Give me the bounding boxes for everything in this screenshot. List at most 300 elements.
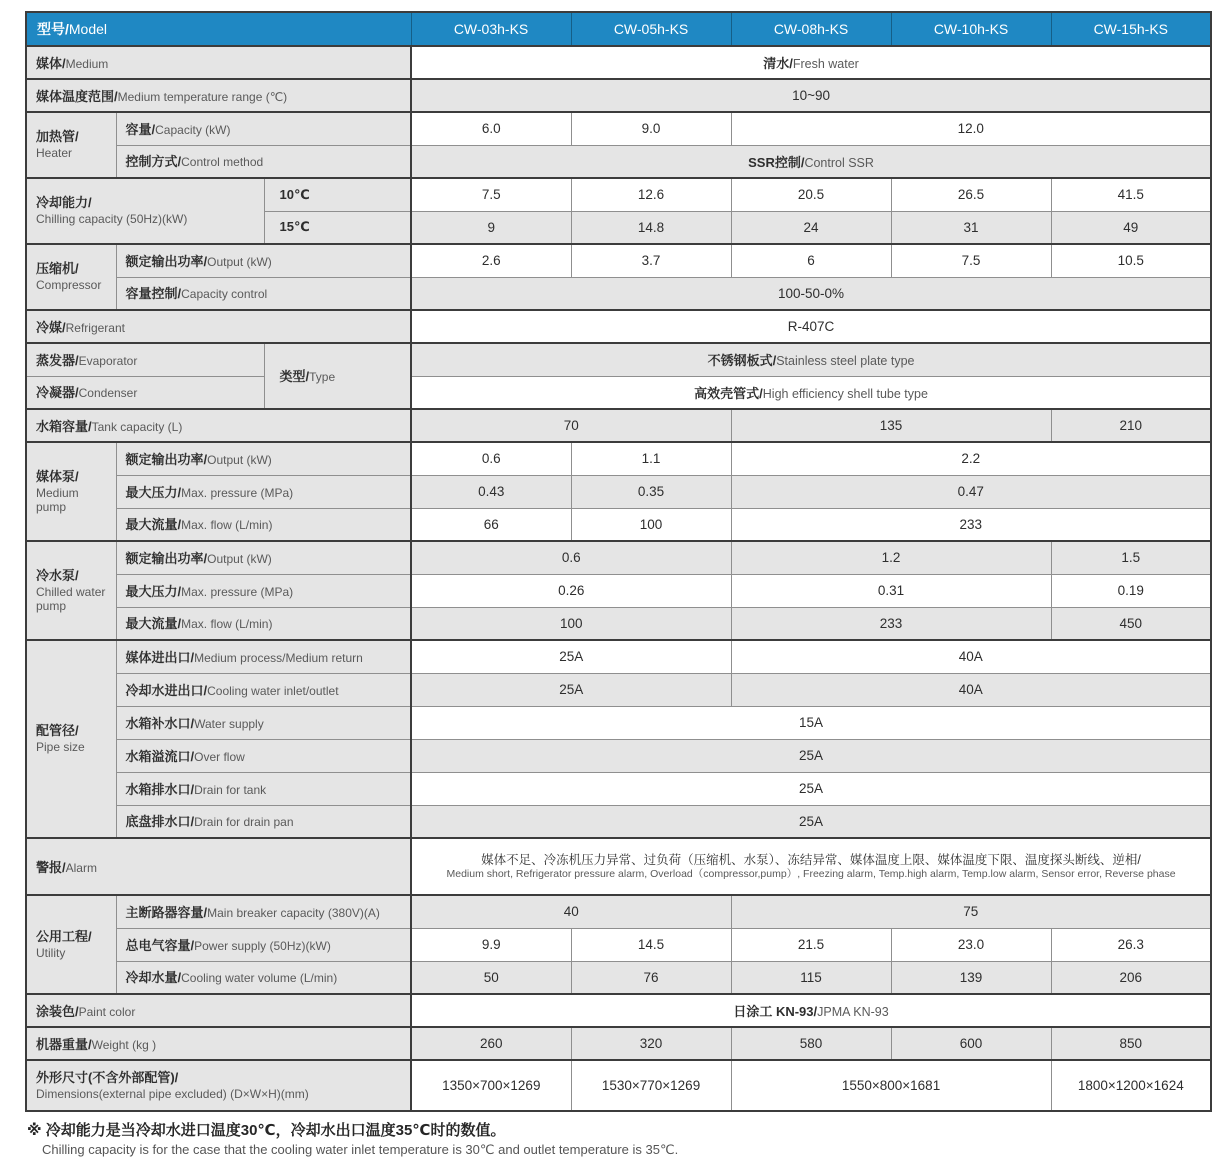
text-en: Fresh water: [792, 57, 859, 71]
text-en: Chilling capacity (50Hz)(kW): [36, 212, 188, 227]
row-label: [116, 607, 411, 640]
spec-value: [731, 1027, 891, 1060]
text-zh: 最大压力/: [125, 583, 182, 599]
value-text: 10.5: [1117, 253, 1144, 269]
row-label: [264, 211, 411, 244]
table-row: [26, 508, 1211, 541]
text-zh: 主断路器容量/: [125, 904, 208, 920]
table-row: [26, 706, 1211, 739]
spec-value: [1051, 541, 1211, 574]
spec-value: [731, 541, 1051, 574]
text-en: Max. flow (L/min): [181, 617, 273, 632]
table-row: [26, 541, 1211, 574]
spec-value: [411, 343, 1211, 376]
spec-value: [571, 928, 731, 961]
value-text: 0.6: [561, 550, 581, 566]
spec-value: [891, 961, 1051, 994]
text-en: Power supply (50Hz)(kW): [194, 938, 331, 953]
spec-value: [411, 46, 1211, 79]
value-text: 70: [563, 418, 579, 433]
spec-value: [731, 409, 1051, 442]
value-text: 25A: [559, 649, 584, 665]
text-zh: 媒体泵/: [36, 468, 79, 484]
spec-value: [891, 928, 1051, 961]
text-zh: 额定输出功率/: [125, 253, 208, 269]
row-label: [116, 145, 411, 178]
spec-value: [571, 475, 731, 508]
table-row: [26, 673, 1211, 706]
text-en: Output (kW): [207, 254, 272, 269]
value-text: 6.0: [481, 121, 501, 137]
spec-value: [411, 994, 1211, 1027]
spec-value: [1051, 1060, 1211, 1111]
alarm-value: [411, 838, 1211, 895]
value-text: 50: [483, 969, 499, 985]
row-label: [116, 961, 411, 994]
spec-value: [731, 961, 891, 994]
text-zh: 水箱容量/: [36, 418, 92, 434]
value-text: 49: [1123, 219, 1139, 235]
text-en: High efficiency shell tube type: [762, 386, 928, 401]
text-en: Condenser: [78, 386, 138, 401]
row-label: [26, 244, 116, 310]
spec-value: [571, 211, 731, 244]
text-en: Heater: [36, 146, 73, 161]
text-en: Max. flow (L/min): [181, 518, 273, 533]
footnote-zh: ※ 冷却能力是当冷却水进口温度30℃，冷却水出口温度35℃时的数值。: [27, 1122, 506, 1139]
value-text: 1550×800×1681: [841, 1078, 941, 1093]
text-zh: 蒸发器/: [36, 352, 79, 368]
value-text: 100-50-0%: [778, 285, 845, 301]
row-label: [116, 673, 411, 706]
spec-value: [1051, 961, 1211, 994]
text-en: Max. pressure (MPa): [181, 584, 294, 599]
text-en: Capacity control: [181, 287, 268, 302]
row-label: [264, 343, 411, 409]
header-row: [26, 12, 1211, 46]
text-zh: 媒体进出口/: [125, 649, 195, 665]
row-label: [116, 805, 411, 838]
value-text: 25A: [799, 781, 824, 796]
spec-value: [1051, 928, 1211, 961]
spec-value: [731, 112, 1211, 145]
text-zh: 容量控制/: [125, 286, 182, 302]
text-en: Chilled water pump: [36, 584, 106, 613]
text-en: Weight (kg ): [91, 1037, 157, 1052]
text-en: Dimensions(external pipe excluded) (D×W×H)(mm): [36, 1086, 309, 1101]
text-en: Max. pressure (MPa): [181, 485, 294, 500]
text-zh: 公用工程/: [36, 928, 92, 944]
spec-value: [411, 1027, 571, 1060]
table-row: [26, 145, 1211, 178]
spec-value: [571, 961, 731, 994]
value-text: 0.19: [1117, 583, 1144, 598]
value-text: 1350×700×1269: [442, 1078, 541, 1093]
value-text: 2.2: [961, 451, 981, 467]
text-zh: 最大流量/: [125, 517, 182, 533]
text-en: Drain for drain pan: [194, 815, 294, 830]
table-row: [26, 961, 1211, 994]
spec-table: [25, 11, 1212, 1112]
value-text: 1.2: [881, 550, 901, 566]
text-en: Pipe size: [36, 740, 85, 755]
table-row: [26, 343, 1211, 376]
spec-value: [411, 376, 1211, 409]
value-text: 25A: [799, 748, 824, 763]
value-text: 9.9: [481, 937, 501, 952]
spec-value: [731, 895, 1211, 928]
row-label: [116, 928, 411, 961]
row-label: [116, 772, 411, 805]
text-zh: 水箱排水口/: [125, 781, 195, 797]
value-text: 0.35: [637, 484, 665, 499]
spec-value: [731, 607, 1051, 640]
row-label: [116, 112, 411, 145]
spec-value: [411, 310, 1211, 343]
text-en: Medium process/Medium return: [194, 650, 363, 665]
text-zh: 冷水泵/: [36, 567, 79, 583]
spec-value: [411, 961, 571, 994]
model-label-zh: 型号/: [37, 21, 69, 37]
spec-value: [731, 244, 891, 277]
value-text: 260: [480, 1036, 503, 1051]
text-zh: 压缩机/: [36, 261, 79, 277]
row-label: [116, 277, 411, 310]
text-en: Control SSR: [804, 155, 874, 170]
text-en: Medium short, Refrigerator pressure alarm, Overload（compressor,pump）, Freezing alarm, Temp.high alarm, Temp.low alarm, Sensor error, Reverse phase: [446, 868, 1176, 881]
text-en: Capacity (kW): [155, 122, 231, 137]
value-text: 26.5: [957, 187, 985, 203]
text-en: Evaporator: [78, 353, 138, 368]
text-en: Output (kW): [207, 551, 272, 566]
text-en: Over flow: [194, 749, 245, 764]
table-row: [26, 178, 1211, 211]
spec-value: [731, 640, 1211, 673]
text-en: Drain for tank: [194, 782, 267, 797]
text-en: Type: [309, 370, 336, 384]
table-row: [26, 112, 1211, 145]
value-text: 25A: [559, 682, 584, 697]
spec-value: [731, 508, 1211, 541]
value-text: 0.47: [957, 484, 984, 499]
table-row: [26, 574, 1211, 607]
value-text: 580: [799, 1036, 823, 1051]
table-row: [26, 838, 1211, 895]
text-zh: 最大流量/: [125, 616, 182, 632]
table-row: [26, 1027, 1211, 1060]
value-text: 21.5: [797, 937, 825, 952]
footnote-en: Chilling capacity is for the case that the cooling water inlet temperature is 30℃ and outlet temperature is 35℃.: [42, 1142, 679, 1158]
value-text: 76: [643, 969, 659, 985]
table-row: [26, 475, 1211, 508]
spec-value: [571, 244, 731, 277]
text-zh: 涂装色/: [36, 1003, 79, 1019]
value-text: 1530×770×1269: [601, 1078, 701, 1093]
row-label: [26, 343, 264, 376]
table-row: [26, 805, 1211, 838]
text-zh: 清水/: [763, 56, 793, 71]
value-text: 600: [959, 1036, 983, 1051]
text-zh: 冷却水量/: [125, 970, 182, 986]
value-text: 7.5: [961, 253, 981, 269]
text-en: Alarm: [65, 860, 97, 875]
text-zh: 冷却水进出口/: [125, 682, 208, 698]
value-text: R-407C: [787, 319, 835, 334]
model-header: CW-10h-KS: [891, 12, 1051, 46]
text-en: Water supply: [194, 716, 264, 731]
text-zh: 类型/: [279, 369, 310, 384]
spec-value: [411, 244, 571, 277]
spec-value: [571, 1027, 731, 1060]
row-label: [26, 409, 411, 442]
value-text: 15A: [799, 715, 824, 730]
value-text: 26.3: [1117, 937, 1144, 952]
value-text: 1.1: [641, 451, 661, 467]
spec-value: [1051, 211, 1211, 244]
text-en: Utility: [36, 945, 66, 960]
model-header: CW-03h-KS: [411, 12, 571, 46]
text-en: Medium: [65, 56, 109, 71]
text-en: Tank capacity (L): [91, 419, 183, 434]
spec-value: [731, 574, 1051, 607]
row-label: [26, 640, 116, 838]
spec-value: [411, 739, 1211, 772]
spec-value: [731, 1060, 1051, 1111]
text-en: Control method: [181, 155, 264, 170]
spec-table-body: [26, 12, 1211, 1111]
spec-value: [411, 541, 731, 574]
text-zh: 高效壳管式/: [694, 385, 763, 401]
text-zh: 水箱补水口/: [125, 715, 195, 731]
spec-value: [411, 178, 571, 211]
value-text: 3.7: [641, 253, 661, 269]
text-zh: SSR控制/: [748, 154, 805, 170]
row-label: [26, 178, 264, 244]
row-label: [26, 46, 411, 79]
value-text: 0.43: [478, 484, 505, 499]
spec-value: [1051, 409, 1211, 442]
spec-value: [411, 79, 1211, 112]
row-label: [26, 1027, 411, 1060]
value-text: 14.5: [637, 937, 665, 952]
text-en: Compressor: [36, 278, 102, 293]
text-zh: 媒体温度范围/: [36, 88, 118, 104]
value-text: 20.5: [797, 187, 825, 203]
table-row: [26, 442, 1211, 475]
value-text: 7.5: [481, 187, 501, 203]
spec-value: [1051, 178, 1211, 211]
spec-value: [411, 1060, 571, 1111]
spec-value: [411, 706, 1211, 739]
value-text: 206: [1119, 969, 1143, 985]
value-text: 24: [803, 219, 819, 235]
value-text: 139: [959, 969, 983, 985]
spec-value: [891, 244, 1051, 277]
value-text: 100: [560, 615, 583, 631]
table-row: [26, 928, 1211, 961]
spec-value: [571, 112, 731, 145]
value-text: 40A: [958, 649, 983, 665]
table-row: [26, 310, 1211, 343]
text-en: Cooling water inlet/outlet: [207, 683, 339, 698]
row-label: [26, 838, 411, 895]
text-zh: 控制方式/: [125, 154, 182, 170]
spec-value: [411, 409, 731, 442]
row-label: [26, 310, 411, 343]
spec-value: [411, 895, 731, 928]
row-label: [26, 442, 116, 541]
text-zh: 最大压力/: [125, 484, 182, 500]
value-text: 12.6: [637, 187, 665, 203]
text-en: Main breaker capacity (380V)(A): [207, 905, 380, 920]
text-en: Medium temperature range (℃): [117, 89, 288, 104]
table-row: [26, 607, 1211, 640]
row-label: [264, 178, 411, 211]
text-en: Cooling water volume (L/min): [181, 971, 338, 986]
spec-value: [571, 508, 731, 541]
table-row: [26, 277, 1211, 310]
spec-value: [731, 211, 891, 244]
text-zh: 日涂工 KN-93/: [733, 1004, 818, 1019]
value-text: 40A: [958, 682, 983, 697]
value-text: 0.26: [558, 583, 585, 598]
spec-value: [731, 673, 1211, 706]
text-zh: 配管径/: [36, 723, 79, 739]
value-text: 135: [879, 418, 903, 433]
model-row-label: [26, 12, 411, 46]
text-zh: 水箱溢流口/: [125, 748, 195, 764]
text-en: Output (kW): [207, 452, 272, 467]
row-label: [116, 442, 411, 475]
spec-value: [1051, 574, 1211, 607]
row-label: [26, 1060, 411, 1111]
spec-value: [411, 673, 731, 706]
spec-value: [731, 178, 891, 211]
table-row: [26, 739, 1211, 772]
text-en: Stainless steel plate type: [776, 354, 915, 369]
table-row: [26, 640, 1211, 673]
row-label: [26, 994, 411, 1027]
text-zh: 不锈钢板式/: [707, 353, 777, 369]
value-text: 0.6: [481, 451, 501, 467]
row-label: [26, 376, 264, 409]
spec-value: [891, 211, 1051, 244]
value-text: 9.0: [641, 121, 661, 137]
value-text: 10~90: [792, 88, 830, 103]
text-zh: 媒体/: [36, 55, 66, 71]
row-label: [116, 508, 411, 541]
value-text: 41.5: [1117, 187, 1144, 203]
text-zh: 加热管/: [36, 129, 79, 145]
text-zh: 容量/: [125, 121, 156, 137]
table-row: [26, 772, 1211, 805]
spec-value: [411, 508, 571, 541]
table-row: [26, 1060, 1211, 1111]
row-label: [26, 112, 116, 178]
text-zh: 冷却能力/: [36, 195, 92, 211]
spec-value: [1051, 1027, 1211, 1060]
model-header: CW-15h-KS: [1051, 12, 1211, 46]
text-zh: 总电气容量/: [125, 937, 195, 953]
table-row: [26, 244, 1211, 277]
text-zh: 底盘排水口/: [125, 814, 195, 830]
text-zh: 媒体不足、冷冻机压力异常、过负荷（压缩机、水泵）、冻结异常、媒体温度上限、媒体温度下限、温度探头断线、逆相/: [481, 852, 1141, 867]
text-zh: 机器重量/: [36, 1036, 92, 1052]
spec-value: [411, 607, 731, 640]
model-header: CW-08h-KS: [731, 12, 891, 46]
table-row: [26, 994, 1211, 1027]
spec-value: [411, 475, 571, 508]
text-zh: 15℃: [279, 219, 310, 235]
value-text: 450: [1119, 615, 1143, 631]
model-header: CW-05h-KS: [571, 12, 731, 46]
row-label: [116, 574, 411, 607]
value-text: 12.0: [957, 121, 984, 137]
spec-value: [891, 178, 1051, 211]
spec-value: [571, 442, 731, 475]
table-row: [26, 376, 1211, 409]
spec-value: [1051, 607, 1211, 640]
value-text: 31: [963, 219, 979, 235]
value-text: 233: [879, 615, 903, 631]
value-text: 66: [483, 516, 499, 532]
row-label: [116, 475, 411, 508]
text-en: Paint color: [78, 1004, 136, 1019]
spec-value: [411, 112, 571, 145]
spec-value: [411, 928, 571, 961]
row-label: [116, 244, 411, 277]
row-label: [26, 541, 116, 640]
spec-value: [411, 211, 571, 244]
value-text: 850: [1119, 1036, 1143, 1051]
text-zh: 外形尺寸(不含外部配管)/: [36, 1069, 179, 1085]
spec-value: [411, 640, 731, 673]
footnote: [27, 1121, 1210, 1158]
value-text: 40: [563, 904, 579, 920]
row-label: [116, 895, 411, 928]
value-text: 23.0: [957, 937, 985, 952]
row-label: [116, 640, 411, 673]
spec-value: [731, 442, 1211, 475]
spec-value: [731, 928, 891, 961]
spec-value: [1051, 244, 1211, 277]
text-zh: 额定输出功率/: [125, 550, 208, 566]
spec-value: [731, 475, 1211, 508]
row-label: [116, 541, 411, 574]
spec-value: [571, 178, 731, 211]
spec-value: [411, 145, 1211, 178]
spec-value: [411, 277, 1211, 310]
value-text: 14.8: [637, 219, 665, 235]
text-zh: 额定输出功率/: [125, 451, 208, 467]
row-label: [26, 895, 116, 994]
value-text: 25A: [799, 813, 824, 829]
value-text: 115: [800, 969, 822, 985]
text-zh: 冷媒/: [36, 319, 66, 335]
text-en: Medium pump: [36, 485, 79, 514]
value-text: 75: [963, 904, 979, 920]
value-text: 0.31: [877, 583, 905, 598]
value-text: 2.6: [481, 253, 501, 269]
text-zh: 冷凝器/: [36, 385, 79, 401]
row-label: [26, 79, 411, 112]
spec-value: [571, 1060, 731, 1111]
row-label: [116, 739, 411, 772]
text-en: JPMA KN-93: [817, 1005, 889, 1019]
text-zh: 10℃: [279, 186, 310, 202]
value-text: 6: [807, 253, 815, 269]
spec-value: [411, 442, 571, 475]
